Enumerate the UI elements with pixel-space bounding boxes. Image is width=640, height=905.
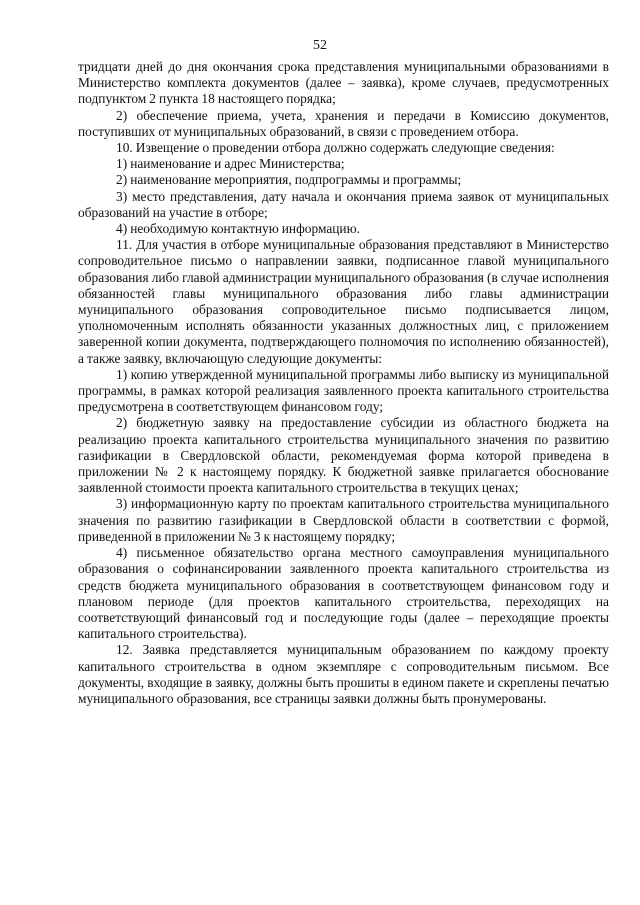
paragraph-10-item-2: 2) наименование мероприятия, подпрограммы и программы; [116,172,462,188]
paragraph-12-application: 12. Заявка представляется муниципальным образованием по каждому проекту капитального строительства в одном экземпляре с сопроводительным письмом. Все документы, входящие в заявку, должны быть прошиты в едином пакете и скреплены печатью муниципального образования, все страницы заявки должны быть пронумерованы. [78,642,609,706]
page-number: 52 [313,38,327,53]
paragraph-11-item-4: 4) письменное обязательство органа местного самоуправления муниципального образования о софинансировании заявленного проекта капитального строительства из средств бюджета муниципального образования в соответствующем финансовом году и плановом периоде (для проектов капитального строительства, переходящих на соответствующий финансовый год и последующие годы (далее – переходящие проекты капитального строительства). [78,545,609,642]
paragraph-10-item-1: 1) наименование и адрес Министерства; [116,156,345,172]
paragraph-10-item-3: 3) место представления, дату начала и окончания приема заявок от муниципальных образований на участие в отборе; [78,188,609,220]
paragraph-11-participation: 11. Для участия в отборе муниципальные образования представляют в Министерство сопроводительное письмо о направлении заявки, подписанное главой муниципального образования либо главой администрации муниципального образования (в случае исполнения обязанностей главы муниципального образования либо главы администрации муниципального образования сопроводительное письмо подписывается лицом, уполномоченным исполнять обязанности указанных должностных лиц, с приложением заверенной копии документа, подтверждающего полномочия по исполнению обязанностей), а также заявку, включающую следующие документы: [78,237,609,366]
paragraph-11-item-3: 3) информационную карту по проектам капитального строительства муниципального значения по развитию газификации в Свердловской области в соответствии с формой, приведенной в приложении № 3 к настоящему порядку; [78,496,609,544]
paragraph-item-2-ensure-receipt: 2) обеспечение приема, учета, хранения и передачи в Комиссию документов, поступивших от муниципальных образований, в связи с проведением отбора. [78,107,609,139]
paragraph-11-item-1: 1) копию утвержденной муниципальной программы либо выписку из муниципальной программы, в рамках которой реализация заявленного проекта капитального строительства предусмотрена в соответствующем финансовом году; [78,366,609,415]
document-body [78,59,609,707]
paragraph-11-item-2: 2) бюджетную заявку на предоставление субсидии из областного бюджета на реализацию проекта капитального строительства муниципального значения по развитию газификации в Свердловской области, рекомендуемая форма которой приведена в приложении № 2 к настоящему порядку. К бюджетной заявке прилагается обоснование заявленной стоимости проекта капитального строительства в текущих ценах; [78,415,609,496]
paragraph-continuation: тридцати дней до дня окончания срока представления муниципальными образованиями в Министерство комплекта документов (далее – заявка), кроме случаев, предусмотренных подпунктом 2 пункта 18 настоящего порядка; [78,59,609,107]
paragraph-10-item-4: 4) необходимую контактную информацию. [116,221,360,237]
paragraph-10-notice: 10. Извещение о проведении отбора должно содержать следующие сведения: [116,140,555,156]
